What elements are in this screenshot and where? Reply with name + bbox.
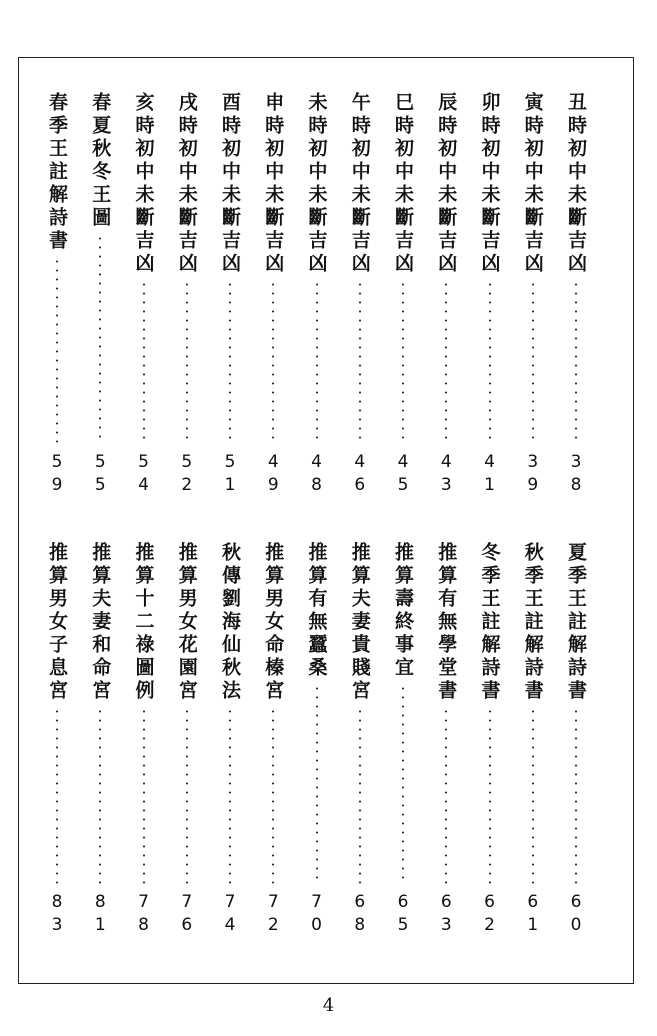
toc-entry-page: 59 bbox=[47, 452, 67, 498]
dot-leader bbox=[229, 707, 231, 884]
toc-entry-title: 寅時初中未斷吉凶 bbox=[521, 92, 544, 276]
toc-entry-page: 78 bbox=[133, 892, 154, 938]
toc-entry-title: 春夏秋冬王圖 bbox=[89, 92, 112, 230]
dot-leader bbox=[272, 707, 274, 884]
toc-entry-page: 54 bbox=[133, 452, 154, 498]
dot-leader bbox=[445, 707, 447, 884]
toc-entry-page: 63 bbox=[436, 892, 457, 938]
dot-leader bbox=[402, 280, 404, 444]
toc-entry bbox=[44, 92, 70, 512]
toc-entry-title: 巳時初中未斷吉凶 bbox=[392, 92, 414, 276]
toc-entry-title: 推算男女花園宮 bbox=[175, 542, 198, 703]
toc-entry bbox=[347, 92, 373, 512]
toc-entry-page: 70 bbox=[306, 892, 327, 938]
toc-entry bbox=[520, 542, 546, 962]
toc-entry bbox=[433, 542, 459, 962]
toc-entry-page: 38 bbox=[566, 452, 586, 498]
toc-entry-title: 春季王註解詩書 bbox=[46, 92, 68, 253]
toc-entry bbox=[87, 542, 113, 962]
toc-entry-title: 丑時初中未斷吉凶 bbox=[565, 92, 587, 276]
toc-entry-page: 49 bbox=[263, 452, 284, 498]
dot-leader bbox=[272, 280, 274, 444]
toc-entry bbox=[433, 92, 459, 512]
toc-entry bbox=[217, 542, 243, 962]
dot-leader bbox=[359, 707, 361, 884]
toc-entry-page: 74 bbox=[220, 892, 240, 938]
dot-leader bbox=[186, 707, 188, 884]
toc-entry-page: 43 bbox=[436, 452, 457, 498]
dot-leader bbox=[229, 280, 231, 444]
dot-leader bbox=[532, 280, 534, 444]
toc-entry-title: 推算有無蠶桑 bbox=[305, 542, 328, 680]
toc-entry bbox=[304, 92, 330, 512]
toc-entry-page: 52 bbox=[176, 452, 197, 498]
dot-leader bbox=[402, 684, 404, 884]
toc-entry-page: 72 bbox=[263, 892, 284, 938]
toc-entry-title: 午時初中未斷吉凶 bbox=[348, 92, 371, 276]
toc-entry-title: 推算夫妻和命宮 bbox=[89, 542, 112, 703]
dot-leader bbox=[186, 280, 188, 444]
toc-entry-page: 60 bbox=[566, 892, 586, 938]
toc-entry bbox=[174, 542, 200, 962]
dot-leader bbox=[143, 280, 145, 444]
dot-leader bbox=[99, 707, 101, 884]
toc-entry-title: 秋傳劉海仙秋法 bbox=[219, 542, 241, 703]
toc-entry bbox=[390, 92, 416, 512]
dot-leader bbox=[316, 684, 318, 884]
dot-leader bbox=[316, 280, 318, 444]
toc-entry-page: 51 bbox=[220, 452, 240, 498]
toc-entry bbox=[477, 92, 503, 512]
toc-entry-title: 夏季王註解詩書 bbox=[565, 542, 587, 703]
dot-leader bbox=[575, 707, 577, 884]
toc-entry-title: 推算夫妻貴賤宮 bbox=[348, 542, 371, 703]
toc-entry bbox=[44, 542, 70, 962]
toc-entry-title: 辰時初中未斷吉凶 bbox=[435, 92, 458, 276]
toc-entry-title: 推算壽終事宜 bbox=[392, 542, 414, 680]
dot-leader bbox=[99, 234, 101, 444]
dot-leader bbox=[143, 707, 145, 884]
toc-entry-page: 68 bbox=[349, 892, 370, 938]
dot-leader bbox=[445, 280, 447, 444]
dot-leader bbox=[489, 707, 491, 884]
toc-entry bbox=[217, 92, 243, 512]
toc-entry-page: 61 bbox=[522, 892, 543, 938]
toc-entry-title: 卯時初中未斷吉凶 bbox=[478, 92, 501, 276]
toc-entry-page: 48 bbox=[306, 452, 327, 498]
toc-entry-title: 推算有無學堂書 bbox=[435, 542, 458, 703]
toc-entry bbox=[131, 542, 157, 962]
toc-entry bbox=[563, 542, 589, 962]
toc-entry-title: 秋季王註解詩書 bbox=[521, 542, 544, 703]
toc-entry-page: 41 bbox=[479, 452, 500, 498]
toc-entry bbox=[131, 92, 157, 512]
dot-leader bbox=[56, 707, 58, 884]
toc-block-top bbox=[44, 92, 589, 512]
dot-leader bbox=[56, 257, 58, 444]
toc-entry-title: 申時初中未斷吉凶 bbox=[262, 92, 285, 276]
toc-entry bbox=[520, 92, 546, 512]
dot-leader bbox=[489, 280, 491, 444]
toc-entry-page: 46 bbox=[349, 452, 370, 498]
toc-entry-page: 81 bbox=[90, 892, 111, 938]
toc-entry-page: 76 bbox=[176, 892, 197, 938]
toc-entry-page: 83 bbox=[47, 892, 67, 938]
toc-entry bbox=[347, 542, 373, 962]
page-number: 4 bbox=[322, 995, 335, 1016]
toc-entry-title: 推算十二祿圖例 bbox=[132, 542, 155, 703]
toc-entry-title: 酉時初中未斷吉凶 bbox=[219, 92, 241, 276]
toc-entry bbox=[390, 542, 416, 962]
toc-entry-title: 冬季王註解詩書 bbox=[478, 542, 501, 703]
dot-leader bbox=[532, 707, 534, 884]
toc-entry bbox=[174, 92, 200, 512]
dot-leader bbox=[575, 280, 577, 444]
toc-entry-page: 65 bbox=[393, 892, 413, 938]
toc-entry-page: 45 bbox=[393, 452, 413, 498]
toc-block-bottom bbox=[44, 542, 589, 962]
toc-entry bbox=[260, 92, 286, 512]
toc-entry-title: 推算男女命榛宮 bbox=[262, 542, 285, 703]
toc-entry-title: 亥時初中未斷吉凶 bbox=[132, 92, 155, 276]
toc-entry-title: 推算男女子息宮 bbox=[46, 542, 68, 703]
toc-entry bbox=[87, 92, 113, 512]
toc-entry bbox=[304, 542, 330, 962]
toc-entry-page: 39 bbox=[522, 452, 543, 498]
toc-entry-title: 未時初中未斷吉凶 bbox=[305, 92, 328, 276]
toc-entry bbox=[477, 542, 503, 962]
toc-entry-page: 62 bbox=[479, 892, 500, 938]
toc-entry bbox=[563, 92, 589, 512]
toc-entry-title: 戌時初中未斷吉凶 bbox=[175, 92, 198, 276]
toc-entry-page: 55 bbox=[90, 452, 111, 498]
toc-entry bbox=[260, 542, 286, 962]
dot-leader bbox=[359, 280, 361, 444]
